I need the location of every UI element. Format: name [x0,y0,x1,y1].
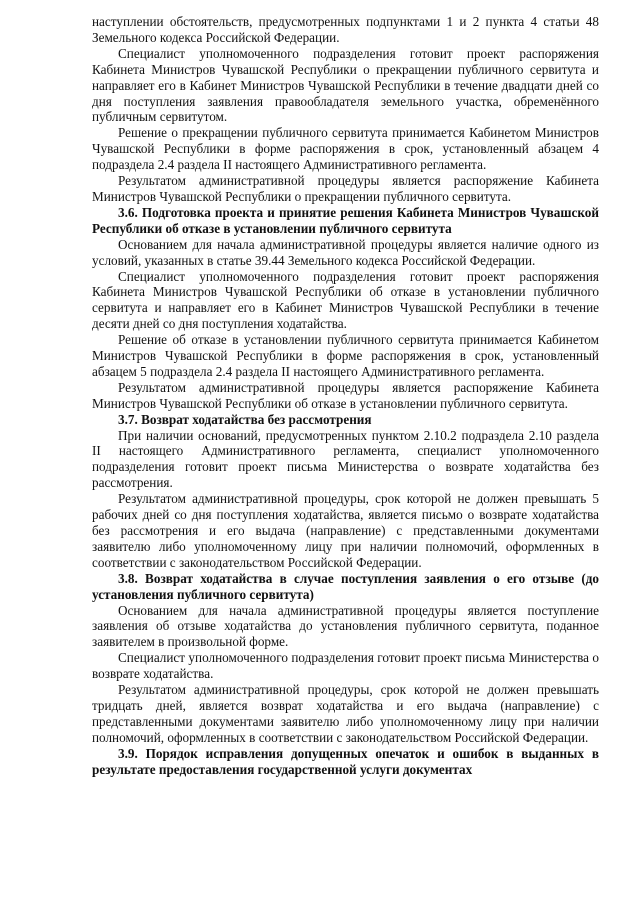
paragraph: При наличии оснований, предусмотренных пунктом 2.10.2 подраздела 2.10 раздела II настоящего Административного регламента, специалист уполномоченного подразделения готовит проект письма Министерства о возврате ходатайства без рассмотрения. [92,427,599,491]
section-heading-3-9: 3.9. Порядок исправления допущенных опечаток и ошибок в выданных в результате предоставления государственной услуги документах [92,745,599,777]
paragraph: Основанием для начала административной процедуры является наличие одного из условий, указанных в статье 39.44 Земельного кодекса Российской Федерации. [92,236,599,268]
paragraph: Решение об отказе в установлении публичного сервитута принимается Кабинетом Министров Чувашской Республики в форме распоряжения в срок, установленный абзацем 5 подраздела 2.4 раздела II настоящего Административного регламента. [92,332,599,379]
paragraph: Результатом административной процедуры является распоряжение Кабинета Министров Чувашской Республики о прекращении публичного сервитута. [92,173,599,204]
section-heading-3-6: 3.6. Подготовка проекта и принятие решения Кабинета Министров Чувашской Республики об отказе в установлении публичного сервитута [92,204,599,236]
paragraph-continuation: наступлении обстоятельств, предусмотренных подпунктами 1 и 2 пункта 4 статьи 48 Земельного кодекса Российской Федерации. [92,14,599,45]
paragraph: Специалист уполномоченного подразделения готовит проект распоряжения Кабинета Министров Чувашской Республики об отказе в установлении публичного сервитута и направляет его в Кабинет Министров Чувашской Республики в течение десяти дней со дня поступления ходатайства. [92,268,599,332]
paragraph: Результатом административной процедуры является распоряжение Кабинета Министров Чувашской Республики об отказе в установлении публичного сервитута. [92,379,599,411]
paragraph: Основанием для начала административной процедуры является поступление заявления об отзыве ходатайства до установления публичного сервитута, поданное заявителем в произвольной форме. [92,602,599,650]
paragraph: Результатом административной процедуры, срок которой не должен превышать тридцать дней, является возврат ходатайства и его выдача (направление) с представленными документами заявителю либо уполномоченному лицу при наличии полномочий, оформленных в соответствии с законодательством Российской Федерации. [92,682,599,745]
section-heading-3-8: 3.8. Возврат ходатайства в случае поступления заявления о его отзыве (до установления публичного сервитута) [92,570,599,602]
section-heading-3-7: 3.7. Возврат ходатайства без рассмотрения [118,411,372,427]
paragraph: Специалист уполномоченного подразделения готовит проект письма Министерства о возврате ходатайства. [92,650,599,682]
paragraph: Решение о прекращении публичного сервитута принимается Кабинетом Министров Чувашской Республики в форме распоряжения в срок, установленный абзацем 4 подраздела 2.4 раздела II настоящего Административного регламента. [92,125,599,173]
paragraph: Результатом административной процедуры, срок которой не должен превышать 5 рабочих дней со дня поступления ходатайства, является письмо о возврате ходатайства без рассмотрения и его выдача (направление) с представленными документами заявителю либо уполномоченному лицу при наличии полномочий, оформленных в соответствии с законодательством Российской Федерации. [92,491,599,570]
paragraph: Специалист уполномоченного подразделения готовит проект распоряжения Кабинета Министров Чувашской Республики о прекращении публичного сервитута и направляет его в Кабинет Министров Чувашской Республики в течение двадцати дней со дня поступления заявления правообладателя земельного участка, обременённого публичным сервитутом. [92,45,599,125]
